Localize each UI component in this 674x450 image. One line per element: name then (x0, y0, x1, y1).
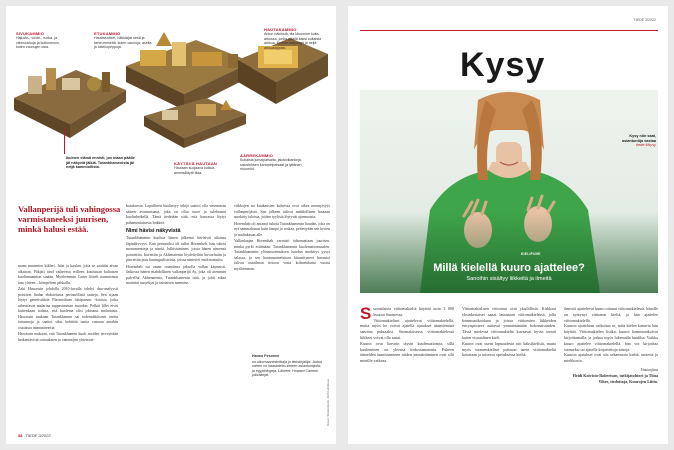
callout-spot: Ikuinen elämä ennisti, jos maan päälle jäi näkyviä jälkiä. Tutankhamenista jäi neljä kammiollista. (66, 156, 135, 170)
category-tag: KIELIPUHE (521, 252, 541, 256)
caption-etukammio: ETUKAMMIO Hautavuoteet, näkkisijat sekä ja tarve-esineitä, kuten vaunuja, aseita ja lokeilopeppuja. (94, 31, 152, 50)
right-column-1: S uomalaista viittomakieltä käyttää noin 3 000 kuuroa Suomessa. Viittomakieliset ajattelevat viittomakielellä, mutta myös he voivat ajatella ajatukset äänettöminä sanoina puhtaaksi. Suomalaisessa viittomakielessä liikkeet voivat olla sanat. Kuurot ovat harvoin täysin kuulemattomia, sillä kuuleminen on yleensä tiedostamatonta. Puheen äänteiden tunnistaminen niiden ymmärtäminen ovat silti monille vaikeaa. (360, 306, 454, 364)
left-column-2: kutuksesta. Lopullinen kuolinsyy tekijä saattoi olla vasemman säären avomurtuma, joka on ollut tuore ja tulehtunut kuolinhetkellä. Tämä tiedetään siitä, että haavassa löytyi pahamentaisesta linkkeä. Nimi hävisi näkyvistä Tutankhamenin kuoltua hänen jälkensä hävisivät aikansa läpinäkyvyys. Kun perinnöksi oli tullut Horemheb, hän tuhosi monumentteja ja nimiä. Julkistaminen, joista hänen nimensä poistettiin, kuvattiin ja Akhenatenin löydettyihin kuvaelmiin ja piirrettiin pois kuningaslistoista, joissa nimeä ei enää mainittu. Horemheb sai oman ruumiinsa jaksolla vallan käynnisti. Jatkossa hänen mahdollinen vallanperijä Ay, joka oli aiemmin palvellut Akhenatenia, Tutankhamenin isää, ja johti aikaa mainitut suojelijat ja osittaisen mennäse. (126, 204, 226, 285)
caption-kaytava: KÄYTÄVÄ HAUTAAN Hautaan suojaava kulkua ammisilläytti tilaa. (174, 161, 217, 175)
caption-hautakammio: HAUTAKAMMIO Arkun näköisiä, tila Muumion kulta-arkussa, jonka päällä kaksi kultaista arkkua. Kronen sarjofagit ja neljä arkkukappaa. (264, 27, 322, 50)
left-folio: 58 TIEDE 3/2022 (18, 433, 51, 438)
callout-pointer (64, 128, 65, 154)
right-column-2: Viittomakielisen viittomat ovat yksilöllisiä. Kirkkaat yksinkertaiset sanat lausutaan viittomakielessä, jolla kommunikoidaan ja joissa viittomien liikkeiden erityispiirteet auttavat ymmärtämään kokonaisuuden. Tässä mielessä viittomakieltä kuvaavat hyvin termit kuten visuaalinen kieli. Kuurot ovat usein lapsuudesta asti kaksikielisiä, mutta myös suomenkieliset puhuvat usein viittomakieltä kotonaan ja toisessa opetuksessa kieltä. (462, 306, 556, 358)
left-column-1: maan muumion kiklert, Jalat ja kaulan, jotta se saattiin aivan alkaisan. Päkjäti tänd vaiheessa erilleen kuuluisan kultaisen kuolinnaamion sinään. Myöhemmin Carter liitteli naamionsat taas yhteen – kömpeleen pihkalla. Zahi Hawassin johdolla 2010-luvulla tehdyt dna-analyysit poistivat liudan ehdotetusta perinnöllisiä tauteja. Sen sijaan löytyi genetistiikää Plasmodium falciparum -loisista, jotka aiheuttavat malariaa tappavimman muodon. Pelkät lillet eivät kuitenkaan todista, että kuolema olisi johtunut malariasta. Hawassin mukaan Tutankhamen sai todennäköisesti aseita tartunnoja ja saattoi siksi kehittää tautia vastaan ainakin osittaista immuniteettia. Hawassin mukaan, että Tutankhamen kuoli aseiden terveyttään heikentävistä sairauksien ja vammojen yhteisvai- (18, 264, 118, 342)
article-headline: Millä kielellä kuuro ajattelee? (433, 262, 585, 274)
left-page (6, 6, 336, 444)
author-byline: Hannu Pesonen on ulkomaantoimittaja ja tietokirjailija. Juttua varten on haastateltu tieteen asiantuntijoita ja egyptologeja. Lähteet: Howard Carterin päiväkirjat. (252, 354, 323, 378)
right-page (348, 6, 668, 444)
article-subheadline: Sanoihin sisältyy liikkeitä ja ilmeitä (466, 276, 552, 282)
left-column-3: viikkojen tai kuukausien kuluessa ovat oikea mennyisyys vallanperijästä. Sen jälkeen tulivat mahdollinen hautaan merkitty taloista, joiden tyylistä löytyvät ajanmoista. Horemhab oli antanut tuhota Tutankhamenin haudan, joka on nyt sammaltunut kuin lämpö ja roskaa, peitettyään sen kivien ja multakasan alle. Vallanlaajan Horemhab varmisti tahtomattaan juurisen, minkä pyrki estämään: Tutankhamenin kuolemattomuuden. Tutankhamenin ylösnousemuksen haudan merkitys pysyi salassa, ja sen hautausaineistoon kiinnittyneet huomiot tulivat maailman tietoon vasta kolmetuhatta vuotta myöhemmin. (234, 204, 330, 271)
right-folio: TIEDE 3/2022 (633, 18, 656, 22)
drop-cap: S (360, 306, 372, 323)
article-deck: Vallanperijä tuli vahingossa varmistaneeksi juurisen, minkä halusi estää. (18, 204, 121, 234)
caption-sivukammio: SIVUKAMMIO Hajuste-, voide-, ruoka- ja viiniruukkuja ja kulkuneuvo, kuten vaunujen osia. (16, 31, 60, 50)
right-column-3: ihmisiä ajattelevat kuuro ottanut viittomakielestä, hänelle on syntynyt viittomat kieltä, ja hän ajattelee viittomakielellä. Kuuron ajatteluun vaikuttaa se, mitä kielen kanavia hän käyttää. Viittomakielen lisäksi kuurot kommunikoivat kirjoittamalla, ja joskus myös lukemalla huulilta. Vaikka kuuro ajattelee viittomakielellä, hän voi kirjoittaa suomeksi tai ajatella kirjoitettuja sanoja. Kuuron ajatukset ovat siis sekamuoto kieliä, tunteita ja mielikuvia. Vastaajina Heidi Koivisto-Robertson, tutkijatohtori ja Tiina Vihre, tiedottaja, Kuurojen Liitto. (564, 306, 658, 384)
kysy-link[interactable]: tiede.fi/kysy (636, 143, 656, 148)
section-title: Kysy (460, 46, 546, 84)
photo-credit-left: Kuvat: Shutterstock, AFP/Lehtikuva (326, 378, 330, 426)
subheading-nimi-havisi: Nimi hävisi näkyvistä (126, 228, 181, 234)
answer-signature: Vastaajina Heidi Koivisto-Robertson, tutkijatohtori ja Tiina Vihre, tiedottaja, Kuurojen Liitto. (572, 366, 658, 384)
caption-aarrekammio: AARREKAMMIO Kultaisia jumalpatsaita, jalokivikankeja, sisustuksen kanopeipatsaat ja lyttänen muumiot. (240, 153, 302, 172)
top-rule (360, 30, 658, 31)
artifact-cluster-bottom (144, 98, 246, 148)
kysy-caption: Kysy niin saat, asiantuntija vastaa tiede.fi/kysy (622, 134, 656, 148)
artifact-cluster-left (14, 68, 126, 138)
